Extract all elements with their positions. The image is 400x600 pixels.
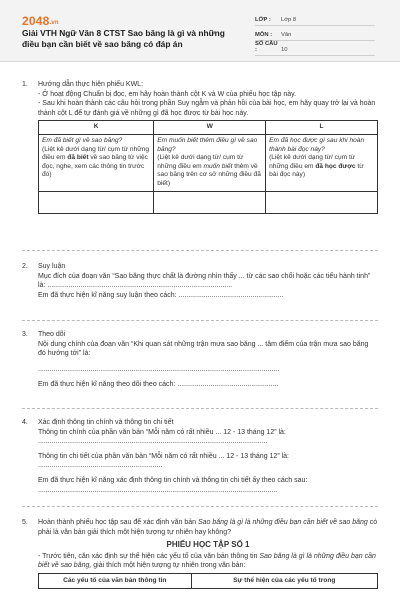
question-number: 2. bbox=[22, 263, 28, 270]
section-divider bbox=[22, 408, 378, 409]
meta-row-class bbox=[255, 14, 375, 26]
meta-key: SỐ CÂU : bbox=[255, 41, 278, 53]
question-1 bbox=[22, 80, 378, 214]
site-logo[interactable] bbox=[22, 14, 59, 28]
detail-info-line: Thông tin chi tiết của phần văn bản “Mỗi năm có rất nhiều ... 12 - 13 tháng 12” là: ................................................................ bbox=[38, 452, 289, 470]
kwl-answer-k[interactable] bbox=[39, 191, 154, 213]
skill-line: Em đã thực hiện kĩ năng theo dõi theo cách: .................................................... bbox=[38, 381, 279, 389]
question-4 bbox=[22, 418, 378, 495]
kwl-table bbox=[38, 120, 378, 213]
l-text: (Liệt kê dưới dạng từ/ cụm từ những điều em bbox=[269, 154, 356, 170]
question-number: 4. bbox=[22, 419, 28, 426]
question-text: Mục đích của đoạn văn “Sao băng thực chất là đường nhìn thấy ... từ các sao chổi hoặc các tiểu hành tinh” là: ............................................................................................... bbox=[38, 272, 371, 290]
l-question: Em đã học được gì sau khi hoàn thành bài đọc này? bbox=[269, 136, 365, 153]
kwl-header-w: W bbox=[154, 121, 266, 135]
question-label: Suy luận bbox=[38, 263, 66, 270]
q5-text-a: Hoàn thành phiếu học tập sau để xác định văn bản bbox=[38, 519, 198, 526]
k-tail: về sao băng từ việc đọc, nghe, xem các thông tin trước đó) bbox=[42, 154, 148, 179]
question-3 bbox=[22, 330, 378, 390]
kwl-answer-l[interactable] bbox=[266, 191, 378, 213]
question-text: Nội dung chính của đoạn văn “Khi quan sát những trận mưa sao băng ... tâm điểm của trận mưa sao băng đó hướng tới” là: bbox=[38, 340, 369, 358]
question-number: 1. bbox=[22, 81, 28, 88]
worksheet-col-expression: Sự thể hiện của các yếu tố trong bbox=[191, 573, 377, 588]
kwl-desc-k bbox=[39, 134, 154, 191]
worksheet-col-elements: Các yếu tố của văn bản thông tin bbox=[39, 573, 192, 588]
question-2 bbox=[22, 262, 378, 300]
section-divider bbox=[22, 250, 378, 251]
meta-row-count bbox=[255, 41, 375, 56]
q5-text-b: có phải là văn bản giải thích một hiện tượng tự nhiên hay không? bbox=[38, 519, 378, 536]
kwl-header-k: K bbox=[39, 121, 154, 135]
kwl-desc-l bbox=[266, 134, 378, 191]
section-divider bbox=[22, 320, 378, 321]
l-tail: từ bài đọc này) bbox=[269, 162, 364, 179]
l-bold: đã học được bbox=[315, 162, 356, 170]
instruction-2: - Sau khi hoàn thành các câu hỏi trong phần Suy ngẫm và phản hồi của bài học, em hãy quay trở lại và hoàn thành cột L để tự đánh giá về những gì đã học được từ bài học này. bbox=[38, 100, 376, 117]
question-5 bbox=[22, 518, 378, 589]
meta-value: Văn bbox=[281, 32, 292, 38]
meta-panel bbox=[255, 14, 375, 59]
k-question: Em đã biết gì về sao băng? bbox=[42, 136, 123, 144]
document-header bbox=[0, 0, 400, 62]
section-divider bbox=[22, 506, 378, 507]
k-text: (Liệt kê dưới dạng từ/ cụm từ những điều em bbox=[42, 145, 150, 162]
w-question: Em muốn biết thêm điều gì về sao băng? bbox=[157, 136, 258, 153]
worksheet-title: PHIẾU HỌC TẬP SỐ 1 bbox=[166, 540, 250, 550]
question-lead: Hướng dẫn thực hiện phiếu KWL: bbox=[38, 81, 144, 88]
meta-value: 10 bbox=[281, 47, 288, 53]
kwl-desc-w bbox=[154, 134, 266, 191]
skill-line: Em đã thực hiện kĩ năng xác định thông tin chính và thông tin chi tiết ấy theo cách sau: ........................................................................................................................... bbox=[38, 476, 308, 494]
worksheet-instruction bbox=[38, 552, 378, 571]
k-bold: đã biết bbox=[67, 154, 89, 162]
meta-row-subject bbox=[255, 29, 375, 41]
instruction-1: - Ở hoạt động Chuẩn bị đọc, em hãy hoàn thành cột K và W của phiếu học tập này. bbox=[38, 90, 297, 98]
w-tail: thêm về sao băng trên cơ sở những điều đã biết) bbox=[157, 162, 261, 187]
question-label: Xác định thông tin chính và thông tin chi tiết bbox=[38, 419, 174, 426]
instr-a: - Trước tiên, căn xác định sự thể hiện các yếu tố của văn bản thông tin bbox=[38, 552, 260, 560]
document-title: Giải VTH Ngữ Văn 8 CTST Sao băng là gì và những điều bạn cần biết về sao băng có đáp án bbox=[22, 28, 225, 49]
question-text bbox=[38, 518, 378, 537]
instr-italic: Sao băng là gì là những điều bạn cần biết về sao băng, bbox=[38, 552, 376, 570]
q5-text-italic: Sao băng là gì là những điều bạn cần biết về sao băng bbox=[197, 519, 368, 526]
skill-line: Em đã thực hiện kĩ năng suy luận theo cách: ...................................................... bbox=[38, 291, 284, 299]
meta-key: MÔN : bbox=[255, 32, 273, 38]
meta-key: LỚP : bbox=[255, 17, 271, 23]
main-info-line: Thông tin chính của phần văn bản “Mỗi năm có rất nhiều ... 12 - 13 tháng 12” là: ...................................................................................................................... bbox=[38, 428, 286, 446]
logo-text: 2048 bbox=[22, 14, 50, 28]
answer-dots: ............................................................................................................................ bbox=[38, 365, 280, 373]
w-italic: muốn biết bbox=[203, 162, 233, 170]
logo-suffix: .vn bbox=[49, 20, 59, 26]
kwl-header-l: L bbox=[266, 121, 378, 135]
question-label: Theo dõi bbox=[38, 331, 66, 338]
question-number: 3. bbox=[22, 331, 28, 338]
w-text: (Liệt kê dưới dạng từ/ cụm từ những điều em bbox=[157, 154, 244, 170]
worksheet-table bbox=[38, 573, 378, 589]
kwl-answer-w[interactable] bbox=[154, 191, 266, 213]
meta-value: Lớp 8 bbox=[281, 17, 297, 23]
question-number: 5. bbox=[22, 519, 28, 526]
instr-b: giải thích một hiện tượng tự nhiên trong văn bản: bbox=[91, 562, 246, 570]
